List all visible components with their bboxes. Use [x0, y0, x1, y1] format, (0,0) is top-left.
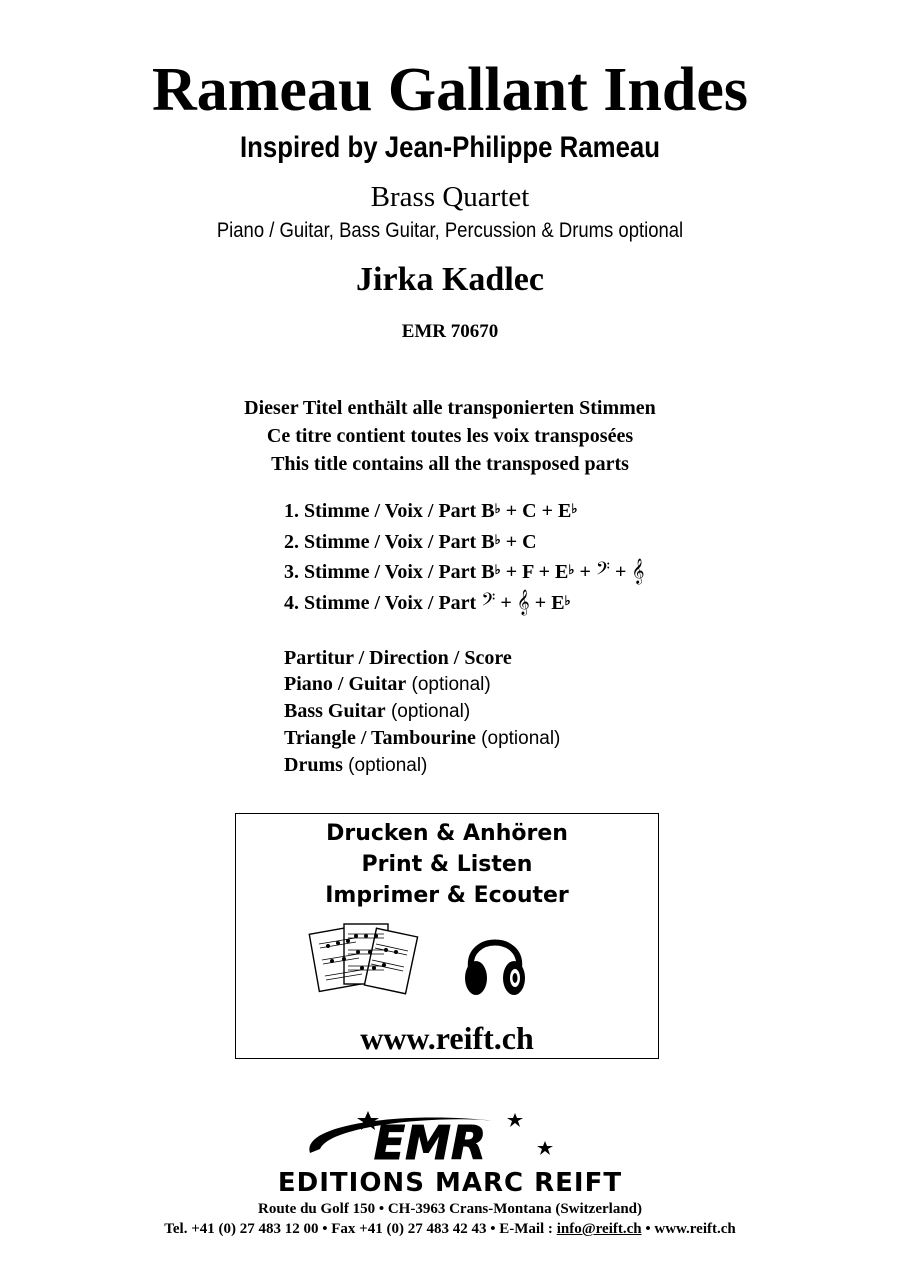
treble-clef-icon: 𝄞: [631, 559, 645, 584]
key-e: E: [551, 591, 565, 614]
part-row: [284, 588, 644, 619]
contact-phone-fax: Tel. +41 (0) 27 483 12 00 • Fax +41 (0) 27 483 42 43 • E-Mail :: [164, 1221, 557, 1237]
flat-sign: ♭: [564, 592, 571, 608]
promo-line-en: Print & Listen: [361, 852, 533, 877]
promo-url: www.reift.ch: [360, 1020, 534, 1056]
contact-line: [0, 1219, 900, 1239]
optional-note: (optional): [342, 755, 428, 776]
notice-de: Dieser Titel enthält alle transponierten Stimmen: [244, 397, 656, 419]
part-row: [284, 557, 644, 588]
content-label: Partitur / Direction / Score: [284, 647, 512, 669]
ensemble: Brass Quartet: [370, 181, 530, 213]
plus-sign: +: [615, 561, 627, 583]
plus-sign: +: [534, 591, 547, 614]
flat-sign: ♭: [568, 562, 575, 577]
content-item: [284, 725, 560, 752]
optional-note: (optional): [385, 701, 471, 722]
part-label: 2. Stimme / Voix / Part: [284, 530, 477, 553]
plus-sign: +: [505, 530, 518, 553]
publisher-address: Route du Golf 150 • CH-3963 Crans-Montana (Switzerland): [258, 1201, 642, 1217]
notice-fr: Ce titre contient toutes les voix transposées: [266, 425, 634, 447]
instrumentation: Piano / Guitar, Bass Guitar, Percussion & Drums optional: [216, 219, 684, 242]
plus-sign: +: [505, 500, 518, 522]
key-c: C: [522, 500, 537, 522]
content-label: Drums: [284, 754, 343, 776]
sheet-music-icon: [308, 918, 420, 998]
content-label: Piano / Guitar: [284, 673, 407, 695]
transposition-notice: [0, 394, 900, 478]
treble-clef-icon: 𝄞: [516, 589, 530, 615]
key-b: B: [481, 530, 495, 553]
promo-line-fr: Imprimer & Ecouter: [325, 883, 569, 908]
part-label: 3. Stimme / Voix / Part: [284, 561, 477, 583]
parts-list: [284, 496, 644, 618]
key-c: C: [522, 530, 537, 553]
promo-line-de: Drucken & Anhören: [326, 821, 568, 846]
content-item: [284, 698, 560, 725]
flat-sign: ♭: [571, 501, 578, 516]
part-label: 1. Stimme / Voix / Part: [284, 500, 477, 522]
plus-sign: +: [538, 561, 550, 583]
publisher-name: EDITIONS MARC REIFT: [277, 1168, 623, 1198]
catalog-number: EMR 70670: [401, 321, 499, 342]
key-f: F: [522, 561, 534, 583]
content-item: [284, 645, 560, 671]
part-label: 4. Stimme / Voix / Part: [284, 591, 477, 614]
plus-sign: +: [500, 591, 512, 614]
content-item: [284, 671, 560, 698]
headphones-icon: [462, 922, 528, 1002]
subtitle: Inspired by Jean-Philippe Rameau: [239, 131, 661, 164]
flat-sign: ♭: [494, 531, 501, 547]
content-label: Bass Guitar: [284, 700, 386, 722]
key-e: E: [557, 500, 572, 522]
composer: Jirka Kadlec: [356, 261, 544, 298]
contents-list: [284, 645, 560, 779]
part-row: [284, 527, 644, 558]
email-link[interactable]: info@reift.ch: [556, 1221, 642, 1237]
optional-note: (optional): [406, 674, 491, 695]
page-title: Rameau Gallant Indes: [152, 56, 748, 124]
bass-clef-icon: 𝄢: [481, 589, 496, 615]
plus-sign: +: [541, 500, 553, 522]
part-row: [284, 496, 644, 527]
plus-sign: +: [505, 561, 518, 583]
content-item: [284, 752, 560, 779]
flat-sign: ♭: [494, 501, 501, 516]
optional-note: (optional): [475, 728, 561, 749]
key-e: E: [555, 561, 569, 583]
logo-text: EMR: [373, 1116, 487, 1167]
key-b: B: [481, 500, 495, 522]
bass-clef-icon: 𝄢: [595, 559, 611, 584]
key-b: B: [481, 561, 495, 583]
print-listen-box: [235, 813, 659, 1059]
emr-logo-icon: [290, 1105, 560, 1167]
plus-sign: +: [579, 561, 591, 583]
flat-sign: ♭: [494, 562, 501, 577]
website-text: • www.reift.ch: [641, 1221, 736, 1237]
notice-en: This title contains all the transposed parts: [271, 453, 629, 475]
content-label: Triangle / Tambourine: [284, 727, 476, 749]
